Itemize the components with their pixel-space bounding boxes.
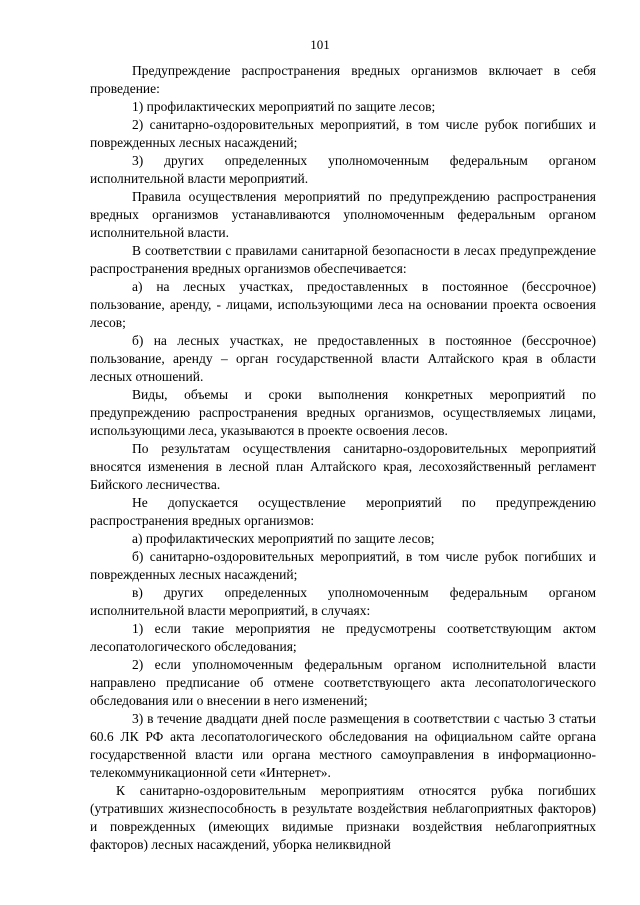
paragraph-sanitary-rules: В соответствии с правилами санитарной безопасности в лесах предупреждение распространения вредных организмов обеспечивается:	[90, 243, 596, 276]
paragraph-results: По результатам осуществления санитарно-оздоровительных мероприятий вносятся изменения в лесной план Алтайского края, лесохозяйственный регламент Бийского лесничества.	[90, 441, 596, 492]
body-text	[90, 62, 596, 854]
list-item-v2: в) других определенных уполномоченным федеральным органом исполнительной власти мероприятий, в случаях:	[90, 585, 596, 618]
paragraph-types: Виды, объемы и сроки выполнения конкретных мероприятий по предупреждению распространения вредных организмов, осуществляемых лицами, использующими леса, указываются в проекте освоения лесов.	[90, 387, 596, 438]
paragraph-rules: Правила осуществления мероприятий по предупреждению распространения вредных организмов устанавливаются уполномоченным федеральным органом исполнительной власти.	[90, 189, 596, 240]
paragraph-sanitary-measures: К санитарно-оздоровительным мероприятиям относятся рубка погибших (утративших жизнеспособность в результате воздействия неблагоприятных факторов) и поврежденных (имеющих видимые признаки воздействия неблагоприятных факторов) лесных насаждений, уборка неликвидной	[90, 783, 596, 852]
list-item-1: 1) профилактических мероприятий по защите лесов;	[132, 99, 436, 114]
list-item-2: 2) санитарно-оздоровительных мероприятий, в том числе рубок погибших и поврежденных лесных насаждений;	[90, 117, 596, 150]
paragraph-intro: Предупреждение распространения вредных организмов включает в себя проведение:	[90, 63, 596, 96]
case-item-2: 2) если уполномоченным федеральным органом исполнительной власти направлено предписание об отмене соответствующего акта лесопатологического обследования или о внесении в него изменений;	[90, 657, 596, 708]
page-number: 101	[310, 37, 330, 52]
case-item-3: 3) в течение двадцати дней после размещения в соответствии с частью 3 статьи 60.6 ЛК РФ акта лесопатологического обследования на официальном сайте органа государственной власти или органа местного самоуправления в информационно-телекоммуникационной сети «Интернет».	[90, 711, 596, 780]
paragraph-not-allowed: Не допускается осуществление мероприятий по предупреждению распространения вредных организмов:	[90, 495, 596, 528]
list-item-3: 3) других определенных уполномоченным федеральным органом исполнительной власти мероприятий.	[90, 153, 596, 186]
list-item-a2: а) профилактических мероприятий по защите лесов;	[132, 531, 435, 546]
list-item-a: а) на лесных участках, предоставленных в постоянное (бессрочное) пользование, аренду, - лицами, использующими леса на основании проекта освоения лесов;	[90, 279, 596, 330]
list-item-b2: б) санитарно-оздоровительных мероприятий, в том числе рубок погибших и поврежденных лесных насаждений;	[90, 549, 596, 582]
case-item-1: 1) если такие мероприятия не предусмотрены соответствующим актом лесопатологического обследования;	[90, 621, 596, 654]
list-item-b: б) на лесных участках, не предоставленных в постоянное (бессрочное) пользование, аренду – орган государственной власти Алтайского края в области лесных отношений.	[90, 333, 596, 384]
